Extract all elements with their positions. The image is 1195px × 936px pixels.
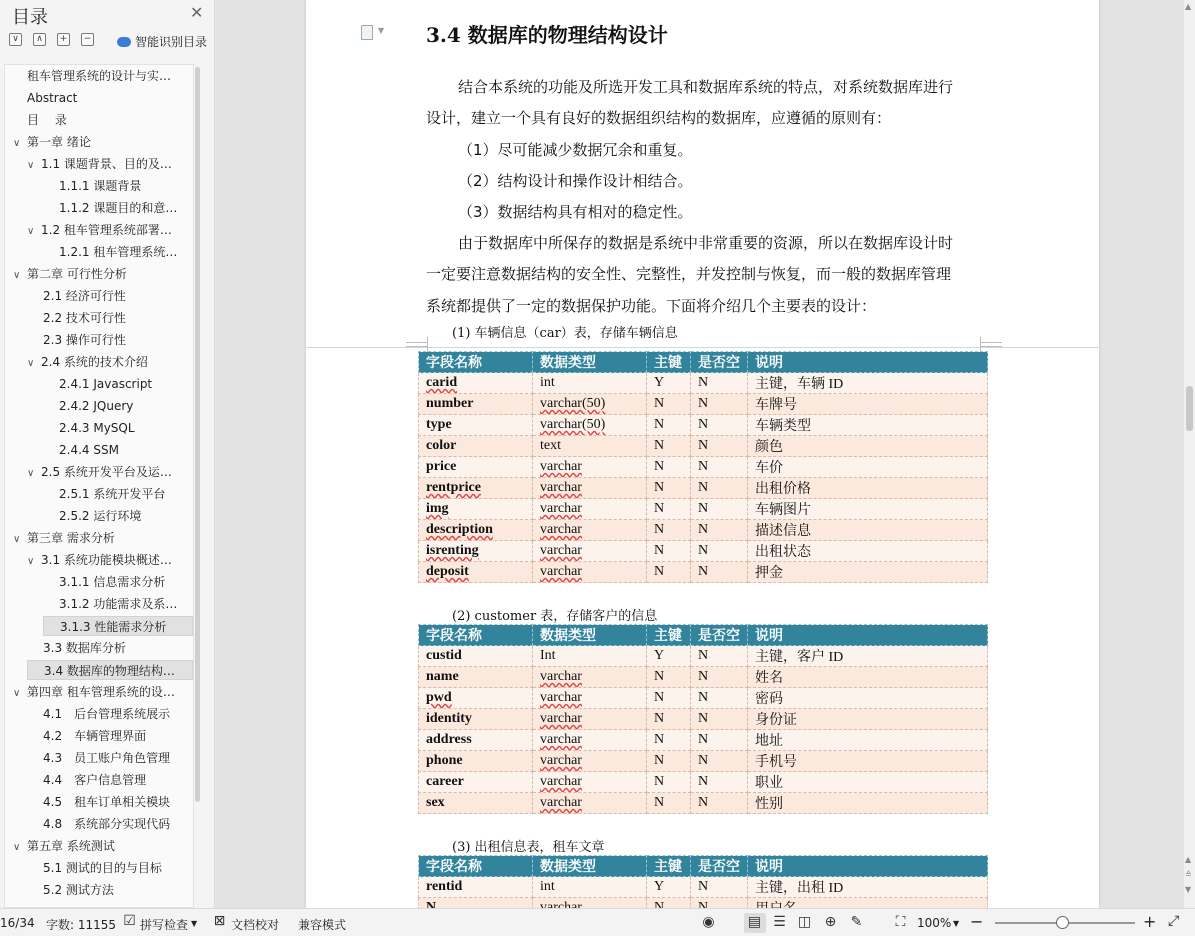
proofread-button[interactable]: 文档校对: [231, 918, 280, 932]
toc-item-label: 2.3 操作可行性: [43, 333, 126, 347]
table-row: [419, 499, 988, 520]
list-item: （1）尽可能减少数据冗余和重复。: [458, 141, 693, 159]
read-mode-icon[interactable]: ◫: [797, 914, 812, 930]
table-row: [419, 877, 988, 898]
table-cell: type: [419, 415, 533, 436]
table-cell: N: [691, 772, 748, 793]
table-cell: 姓名: [748, 667, 988, 688]
toc-item-label: 4.5 租车订单相关模块: [43, 795, 171, 809]
toc-item[interactable]: [59, 396, 193, 416]
toc-item-label: 3.3 数据库分析: [43, 641, 126, 655]
toc-item[interactable]: [27, 220, 193, 240]
remove-heading-icon[interactable]: −: [81, 33, 94, 46]
toc-item[interactable]: [59, 594, 193, 614]
column-header: 数据类型: [533, 856, 647, 877]
spellcheck-button[interactable]: 拼写检查: [140, 918, 189, 932]
table-row: [419, 730, 988, 751]
toc-item[interactable]: [43, 638, 193, 658]
table-cell: varchar: [533, 688, 647, 709]
table-cell: 车牌号: [748, 394, 988, 415]
toc-item[interactable]: [27, 66, 193, 86]
column-header: 说明: [748, 625, 988, 646]
word-count[interactable]: 字数: 11155: [46, 918, 117, 932]
table-row: [419, 667, 988, 688]
table-cell: N: [691, 730, 748, 751]
table-cell: N: [691, 541, 748, 562]
table-row: [419, 373, 988, 394]
expand-all-icon[interactable]: ∨: [9, 33, 22, 46]
toc-item-label: 2.4.4 SSM: [59, 443, 119, 457]
toc-item-label: 第五章 系统测试: [27, 839, 115, 853]
table-row: [419, 709, 988, 730]
table-cell: rentid: [419, 877, 533, 898]
table-cell: 出租状态: [748, 541, 988, 562]
toc-item-label: 4.3 员工账户角色管理: [43, 751, 171, 765]
close-icon[interactable]: ✕: [190, 3, 204, 22]
toc-item-label: 4.2 车辆管理界面: [43, 729, 147, 743]
toc-item[interactable]: [13, 528, 193, 548]
paragraph-style-icon[interactable]: [361, 25, 373, 40]
table-cell: career: [419, 772, 533, 793]
document-canvas: [216, 0, 1195, 908]
table-cell: varchar: [533, 751, 647, 772]
body-paragraph: 设计，建立一个具有良好的数据组织结构的数据库，应遵循的原则有：: [426, 109, 892, 127]
table-cell: varchar: [533, 520, 647, 541]
table-cell: color: [419, 436, 533, 457]
table-row: [419, 436, 988, 457]
table-cell: text: [533, 436, 647, 457]
toc-item[interactable]: [59, 242, 193, 262]
table-cell: N: [691, 373, 748, 394]
toc-item-label: 目 录: [27, 113, 67, 127]
collapse-all-icon[interactable]: ∧: [33, 33, 46, 46]
table-cell: 密码: [748, 688, 988, 709]
table-cell: N: [647, 751, 691, 772]
table-cell: varchar: [533, 730, 647, 751]
scroll-up-icon[interactable]: ▲: [1185, 855, 1192, 864]
fullscreen-icon[interactable]: ⤢: [1168, 913, 1180, 929]
toc-item[interactable]: [27, 462, 193, 482]
table-cell: N: [647, 394, 691, 415]
table-cell: 车辆类型: [748, 415, 988, 436]
table-cell: varchar: [533, 541, 647, 562]
toc-item-label: 1.2.1 租车管理系统…: [59, 245, 178, 259]
table-cell: N: [647, 520, 691, 541]
table-cell: varchar: [533, 562, 647, 583]
list-item: （3）数据结构具有相对的稳定性。: [458, 203, 693, 221]
toc-item-label: 3.1.3 性能需求分析: [60, 620, 167, 634]
smart-recognize-label: 智能识别目录: [135, 35, 208, 49]
table-cell: N: [691, 667, 748, 688]
table-cell: Int: [533, 646, 647, 667]
table-cell: address: [419, 730, 533, 751]
table-cell: N: [647, 562, 691, 583]
chevron-down-icon[interactable]: ∨: [13, 270, 21, 281]
zoom-slider-knob[interactable]: [1056, 916, 1069, 929]
toc-list: [4, 64, 194, 908]
table-row: [419, 478, 988, 499]
outline-view-icon[interactable]: ☰: [773, 914, 786, 930]
page-up-icon[interactable]: ≙: [1185, 870, 1192, 879]
chevron-down-icon[interactable]: ∨: [13, 534, 21, 545]
table-cell: N: [647, 793, 691, 814]
toc-item[interactable]: [59, 572, 193, 592]
toc-item[interactable]: [43, 286, 193, 306]
toc-item-label: 1.1.1 课题背景: [59, 179, 142, 193]
toc-item-label: 第二章 可行性分析: [27, 267, 127, 281]
toc-item-label: 2.5 系统开发平台及运…: [41, 465, 172, 479]
list-item: （2）结构设计和操作设计相结合。: [458, 172, 693, 190]
column-header: 是否空: [691, 856, 748, 877]
toc-item[interactable]: [59, 176, 193, 196]
toc-item[interactable]: [27, 154, 193, 174]
table-cell: name: [419, 667, 533, 688]
table-cell: deposit: [419, 562, 533, 583]
table-cell: sex: [419, 793, 533, 814]
table-cell: varchar: [533, 772, 647, 793]
table-cell: N: [691, 436, 748, 457]
table-cell: int: [533, 877, 647, 898]
toc-item[interactable]: [43, 726, 193, 746]
table-row: [419, 415, 988, 436]
table-row: [419, 646, 988, 667]
toc-item[interactable]: [43, 880, 193, 900]
toc-item[interactable]: [43, 330, 193, 350]
table-cell: N: [691, 415, 748, 436]
table-cell: varchar: [533, 709, 647, 730]
table-cell: N: [691, 688, 748, 709]
web-view-icon[interactable]: ⊕: [824, 914, 837, 930]
table-cell: 身份证: [748, 709, 988, 730]
table-cell: varchar: [533, 793, 647, 814]
table-cell: identity: [419, 709, 533, 730]
toc-item-label: Abstract: [27, 91, 78, 105]
table-caption: (2) customer 表，存储客户的信息: [452, 609, 658, 624]
toc-item-label: 5.1 测试的目的与目标: [43, 861, 162, 875]
toc-item[interactable]: [27, 352, 193, 372]
table-cell: 车辆图片: [748, 499, 988, 520]
toc-sidebar: [0, 0, 215, 908]
table-cell: N: [647, 541, 691, 562]
chevron-down-icon[interactable]: ∨: [27, 468, 35, 479]
body-paragraph: 结合本系统的功能及所选开发工具和数据库系统的特点，对系统数据库进行: [458, 78, 954, 96]
table-cell: N: [691, 394, 748, 415]
fit-page-icon[interactable]: ⛶: [895, 914, 906, 930]
toc-item-label: 租车管理系统的设计与实…: [27, 69, 172, 83]
table-caption: (1) 车辆信息（car）表，存储车辆信息: [452, 326, 678, 341]
table-cell: N: [647, 709, 691, 730]
chevron-down-icon[interactable]: ∨: [27, 226, 35, 237]
toc-item-label: 1.2 租车管理系统部署…: [41, 223, 172, 237]
table-header-row: [419, 352, 988, 373]
table-cell: number: [419, 394, 533, 415]
table-cell: Y: [647, 646, 691, 667]
table-cell: N: [647, 667, 691, 688]
zoom-out-icon[interactable]: −: [970, 912, 984, 931]
chevron-down-icon[interactable]: ∨: [27, 556, 35, 567]
toc-item[interactable]: [13, 682, 193, 702]
table-cell: 性别: [748, 793, 988, 814]
toc-item-label: 2.4.2 JQuery: [59, 399, 134, 413]
toc-item-label: 1.1 课题背景、目的及…: [41, 157, 172, 171]
toc-item[interactable]: [59, 418, 193, 438]
toc-item[interactable]: [59, 198, 193, 218]
table-cell: N: [691, 499, 748, 520]
pen-icon[interactable]: ✎: [850, 914, 863, 930]
table-row: [419, 793, 988, 814]
smart-recognize-toc-button[interactable]: [117, 33, 207, 50]
table-cell: 主键，客户 ID: [748, 646, 988, 667]
table-row: [419, 541, 988, 562]
table-cell: N: [647, 772, 691, 793]
toc-item-label: 2.5.2 运行环境: [59, 509, 142, 523]
toc-item[interactable]: [43, 748, 193, 768]
add-heading-icon[interactable]: +: [57, 33, 70, 46]
compat-mode-label: 兼容模式: [298, 918, 347, 932]
table-cell: custid: [419, 646, 533, 667]
vertical-scrollbar[interactable]: [1184, 0, 1195, 908]
table-cell: N: [647, 478, 691, 499]
document-page: [306, 0, 1099, 908]
table-cell: 颜色: [748, 436, 988, 457]
eye-protection-icon[interactable]: ◉: [702, 914, 715, 930]
page-view-icon[interactable]: ▤: [747, 914, 762, 930]
column-header: 说明: [748, 856, 988, 877]
table-cell: Y: [647, 373, 691, 394]
table-cell: varchar: [533, 667, 647, 688]
table-cell: varchar: [533, 478, 647, 499]
toc-item[interactable]: [59, 506, 193, 526]
column-header: 数据类型: [533, 352, 647, 373]
toc-item[interactable]: [27, 88, 193, 108]
column-header: 主键: [647, 856, 691, 877]
table-cell: pwd: [419, 688, 533, 709]
column-header: 字段名称: [419, 352, 533, 373]
status-bar: [0, 908, 1195, 936]
table-cell: varchar(50): [533, 415, 647, 436]
table-cell: varchar: [533, 457, 647, 478]
chevron-down-icon[interactable]: ▼: [378, 26, 385, 35]
customer-table: [418, 624, 988, 814]
body-paragraph: 一定要注意数据结构的安全性、完整性，并发控制与恢复，而一般的数据库管理: [426, 265, 952, 283]
car-table: [418, 351, 988, 583]
table-cell: N: [691, 562, 748, 583]
toc-item-label: 3.1.2 功能需求及系…: [59, 597, 178, 611]
toc-item-label: 5.2 测试方法: [43, 883, 114, 897]
spellcheck-icon: ☑: [123, 913, 136, 929]
toc-item-label: 2.5.1 系统开发平台: [59, 487, 166, 501]
table-cell: description: [419, 520, 533, 541]
toc-item[interactable]: [59, 484, 193, 504]
table-cell: varchar: [533, 499, 647, 520]
toc-item-label: 4.1 后台管理系统展示: [43, 707, 171, 721]
table-cell: N: [691, 478, 748, 499]
table-cell: 手机号: [748, 751, 988, 772]
toc-scrollbar[interactable]: [195, 67, 200, 802]
zoom-in-icon[interactable]: +: [1143, 912, 1157, 931]
table-cell: 主键，出租 ID: [748, 877, 988, 898]
body-paragraph: 系统都提供了一定的数据保护功能。下面将介绍几个主要表的设计：: [426, 297, 877, 315]
table-cell: 职业: [748, 772, 988, 793]
chevron-down-icon[interactable]: ∨: [27, 160, 35, 171]
table-cell: 出租价格: [748, 478, 988, 499]
table-cell: int: [533, 373, 647, 394]
toc-item[interactable]: [43, 770, 193, 790]
toc-title: 目录: [12, 7, 48, 28]
table-cell: N: [647, 436, 691, 457]
table-cell: N: [691, 709, 748, 730]
chevron-down-icon[interactable]: ∨: [13, 842, 21, 853]
toc-item-label: 2.2 技术可行性: [43, 311, 126, 325]
toc-item[interactable]: [43, 792, 193, 812]
table-cell: N: [647, 457, 691, 478]
table-cell: 车价: [748, 457, 988, 478]
table-cell: Y: [647, 877, 691, 898]
chevron-down-icon[interactable]: ▼: [953, 919, 960, 928]
table-cell: 描述信息: [748, 520, 988, 541]
toc-item[interactable]: [13, 836, 193, 856]
table-row: [419, 772, 988, 793]
table-cell: rentprice: [419, 478, 533, 499]
toc-item[interactable]: [27, 550, 193, 570]
table-cell: N: [691, 793, 748, 814]
chevron-down-icon[interactable]: ∨: [13, 138, 21, 149]
toc-item[interactable]: [13, 132, 193, 152]
toc-item-label: 2.1 经济可行性: [43, 289, 126, 303]
toc-item-label: 第一章 绪论: [27, 135, 91, 149]
toc-item-label: 3.1 系统功能模块概述…: [41, 553, 172, 567]
scrollbar-thumb[interactable]: [1186, 386, 1193, 431]
table-row: [419, 394, 988, 415]
scroll-down-icon[interactable]: ▼: [1185, 885, 1192, 894]
toc-item[interactable]: [43, 858, 193, 878]
section-heading: 3.4 数据库的物理结构设计: [426, 23, 668, 47]
toc-item-label: 2.4 系统的技术介绍: [41, 355, 148, 369]
table-cell: 地址: [748, 730, 988, 751]
toc-item[interactable]: [27, 110, 193, 130]
toc-item[interactable]: [13, 264, 193, 284]
table-cell: N: [647, 730, 691, 751]
table-cell: isrenting: [419, 541, 533, 562]
body-paragraph: 由于数据库中所保存的数据是系统中非常重要的资源，所以在数据库设计时: [458, 234, 954, 252]
column-header: 字段名称: [419, 625, 533, 646]
scroll-up-icon[interactable]: ▲: [1185, 2, 1192, 11]
column-header: 说明: [748, 352, 988, 373]
chevron-down-icon[interactable]: ∨: [27, 358, 35, 369]
table-cell: N: [691, 751, 748, 772]
toc-item-label: 1.1.2 课题目的和意…: [59, 201, 178, 215]
toc-item-label: 3.1.1 信息需求分析: [59, 575, 166, 589]
toc-item-label: 2.4.1 Javascript: [59, 377, 153, 391]
toc-item-label: 2.4.3 MySQL: [59, 421, 135, 435]
table-cell: N: [691, 877, 748, 898]
table-cell: price: [419, 457, 533, 478]
column-header: 是否空: [691, 625, 748, 646]
table-cell: varchar(50): [533, 394, 647, 415]
zoom-level[interactable]: 100%: [917, 916, 952, 930]
table-row: [419, 457, 988, 478]
table-row: [419, 688, 988, 709]
toc-item[interactable]: [59, 440, 193, 460]
table-cell: N: [691, 457, 748, 478]
table-cell: img: [419, 499, 533, 520]
cloud-icon: [117, 37, 131, 47]
toc-item[interactable]: [59, 374, 193, 394]
toc-item[interactable]: [43, 814, 193, 834]
page-indicator[interactable]: 16/34: [0, 916, 35, 930]
toc-item-label: 3.4 数据库的物理结构…: [44, 664, 175, 678]
table-header-row: [419, 625, 988, 646]
chevron-down-icon[interactable]: ▼: [191, 919, 198, 928]
table-cell: N: [647, 688, 691, 709]
table-cell: phone: [419, 751, 533, 772]
table-cell: carid: [419, 373, 533, 394]
toc-item[interactable]: [43, 704, 193, 724]
table-caption: (3) 出租信息表，租车文章: [452, 840, 605, 855]
table-cell: 押金: [748, 562, 988, 583]
toc-item-label: 4.8 系统部分实现代码: [43, 817, 171, 831]
table-row: [419, 520, 988, 541]
column-header: 主键: [647, 352, 691, 373]
table-row: [419, 751, 988, 772]
proofread-icon: ⊠: [213, 913, 226, 929]
toc-item[interactable]: [27, 660, 193, 680]
table-cell: N: [691, 646, 748, 667]
table-row: [419, 562, 988, 583]
chevron-down-icon[interactable]: ∨: [13, 688, 21, 699]
table-cell: N: [647, 499, 691, 520]
column-header: 是否空: [691, 352, 748, 373]
table-cell: 主键，车辆 ID: [748, 373, 988, 394]
toc-item-label: 第四章 租车管理系统的设…: [27, 685, 175, 699]
column-header: 主键: [647, 625, 691, 646]
table-header-row: [419, 856, 988, 877]
table-cell: N: [647, 415, 691, 436]
table-cell: N: [691, 520, 748, 541]
toc-item-label: 第三章 需求分析: [27, 531, 115, 545]
column-header: 字段名称: [419, 856, 533, 877]
column-header: 数据类型: [533, 625, 647, 646]
toc-item[interactable]: [43, 308, 193, 328]
toc-item[interactable]: [43, 616, 193, 636]
toc-item-label: 4.4 客户信息管理: [43, 773, 147, 787]
